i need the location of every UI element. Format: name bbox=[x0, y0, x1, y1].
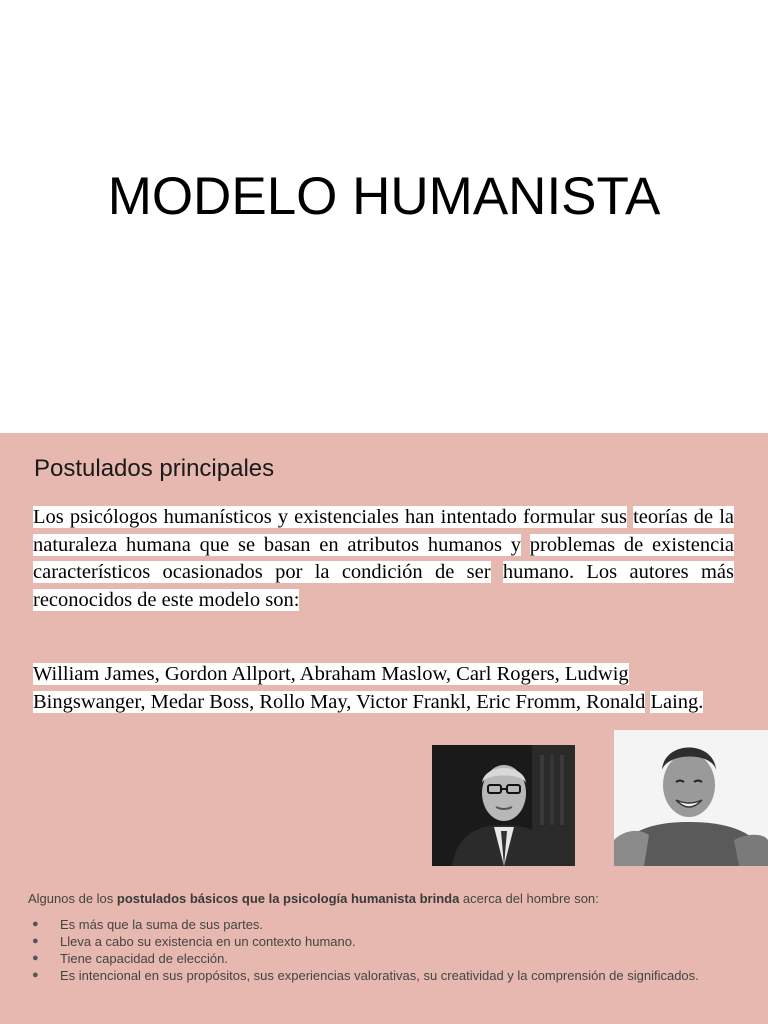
list-item bbox=[28, 916, 718, 933]
bullet-icon: ● bbox=[32, 952, 39, 964]
authors-line: Laing. bbox=[650, 690, 704, 713]
authors-paragraph bbox=[33, 661, 728, 716]
portrait-photo-man-smiling bbox=[614, 730, 768, 866]
portrait-illustration bbox=[432, 745, 575, 866]
intro-line: teorías de la naturaleza humana que se basan en atributos humanos y bbox=[33, 506, 734, 556]
title-slide bbox=[0, 0, 768, 433]
authors-line: Bingswanger, Medar Boss, Rollo May, Victor Frankl, Eric Fromm, Ronald bbox=[33, 690, 646, 713]
bullet-icon: ● bbox=[32, 918, 39, 930]
portrait-photo-man-glasses bbox=[432, 745, 575, 866]
authors-line: William James, Gordon Allport, Abraham Maslow, Carl Rogers, Ludwig bbox=[33, 663, 629, 685]
postulates-intro-before: Algunos de los bbox=[28, 891, 117, 906]
list-item-text: Es intencional en sus propósitos, sus experiencias valorativas, su creatividad y la comprensión de significados. bbox=[60, 968, 699, 983]
intro-line: problemas de existencia característicos ocasionados por la condición de ser bbox=[33, 533, 735, 583]
list-item-text: Es más que la suma de sus partes. bbox=[60, 917, 264, 932]
intro-paragraph bbox=[33, 504, 734, 614]
intro-line: Los psicólogos humanísticos y existenciales han intentado formular sus bbox=[33, 506, 627, 528]
slide-title: MODELO HUMANISTA bbox=[107, 167, 661, 226]
list-item-text: Lleva a cabo su existencia en un contexto humano. bbox=[60, 934, 356, 949]
list-item bbox=[28, 933, 718, 950]
postulates-intro-bold: postulados básicos que la psicología humanista brinda bbox=[116, 891, 460, 906]
postulates-intro bbox=[28, 891, 748, 906]
list-item-text: Tiene capacidad de elección. bbox=[60, 951, 228, 966]
postulates-intro-after: acerca del hombre son: bbox=[459, 891, 599, 906]
list-item bbox=[28, 950, 718, 967]
section-heading: Postulados principales bbox=[34, 455, 275, 482]
intro-line: humano. Los autores más reconocidos de este modelo son: bbox=[33, 561, 735, 611]
list-item bbox=[28, 967, 718, 984]
portrait-illustration bbox=[614, 730, 768, 866]
postulates-list bbox=[28, 916, 718, 984]
bullet-icon: ● bbox=[32, 935, 39, 947]
bullet-icon: ● bbox=[32, 969, 39, 981]
content-slide bbox=[0, 433, 768, 1024]
